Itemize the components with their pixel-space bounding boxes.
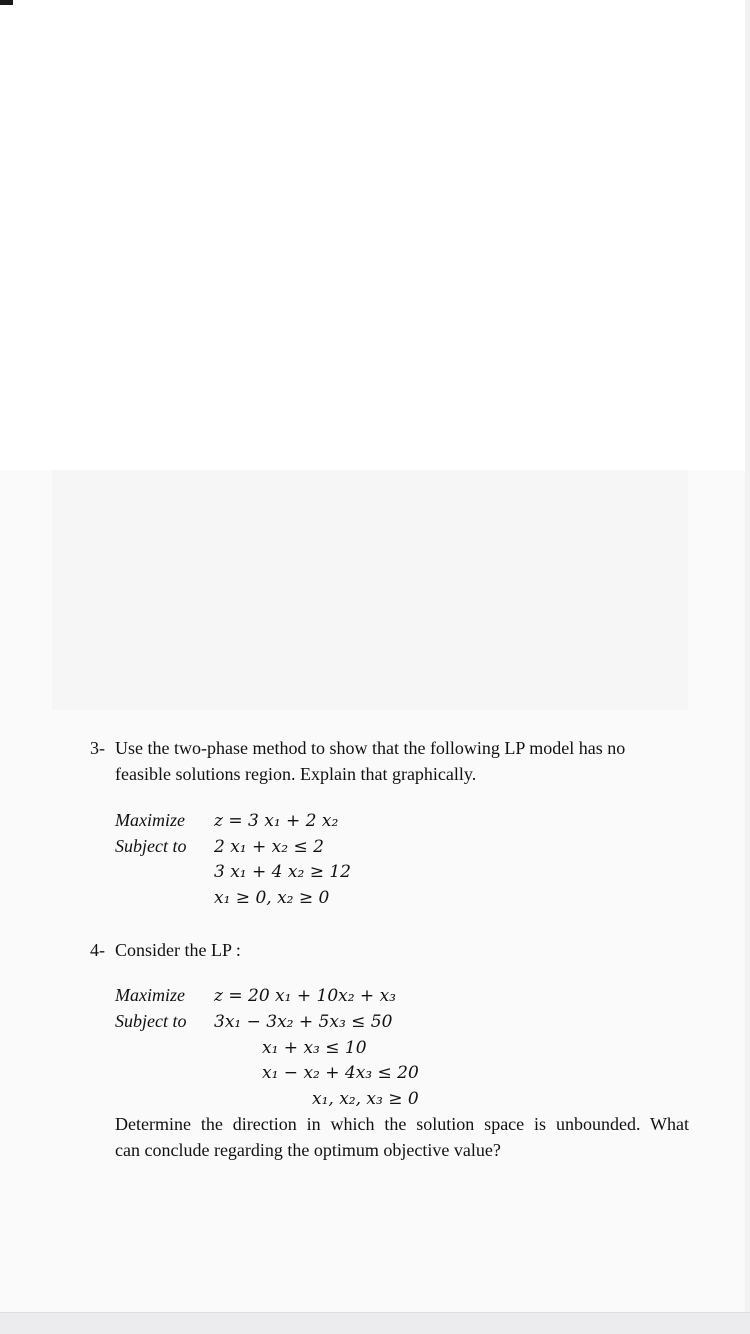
problem4-maximize-label: Maximize: [115, 985, 185, 1005]
problem4-question-line1: Determine the direction in which the solution space is unbounded. What: [115, 1114, 689, 1134]
problem4-constraint3: x₁ − x₂ + 4x₃ ≤ 20: [262, 1063, 419, 1083]
problem4-subject-to-label: Subject to: [115, 1011, 187, 1031]
problem3-objective: z = 3 x₁ + 2 x₂: [214, 811, 339, 831]
problem3-constraint1: 2 x₁ + x₂ ≤ 2: [214, 837, 324, 857]
problem3-text-line2: feasible solutions region. Explain that graphically.: [115, 764, 477, 784]
problem4-question-line2: can conclude regarding the optimum objective value?: [115, 1140, 501, 1160]
problem4-objective: z = 20 x₁ + 10x₂ + x₃: [214, 986, 396, 1006]
problem4-constraint2: x₁ + x₃ ≤ 10: [262, 1038, 367, 1058]
problem4-nonnegativity: x₁, x₂, x₃ ≥ 0: [312, 1089, 419, 1109]
problem3-text-line1: Use the two-phase method to show that the following LP model has no: [115, 738, 626, 758]
problem3-subject-to-label: Subject to: [115, 836, 187, 856]
problem4-constraint1: 3x₁ − 3x₂ + 5x₃ ≤ 50: [214, 1012, 393, 1032]
problem3-maximize-label: Maximize: [115, 810, 185, 830]
problem3-number: 3-: [90, 738, 105, 758]
problem4-text: Consider the LP :: [115, 940, 241, 960]
problem3-constraint2: 3 x₁ + 4 x₂ ≥ 12: [214, 862, 351, 882]
problem4-number: 4-: [90, 940, 105, 960]
problem3-nonnegativity: x₁ ≥ 0, x₂ ≥ 0: [214, 888, 330, 908]
